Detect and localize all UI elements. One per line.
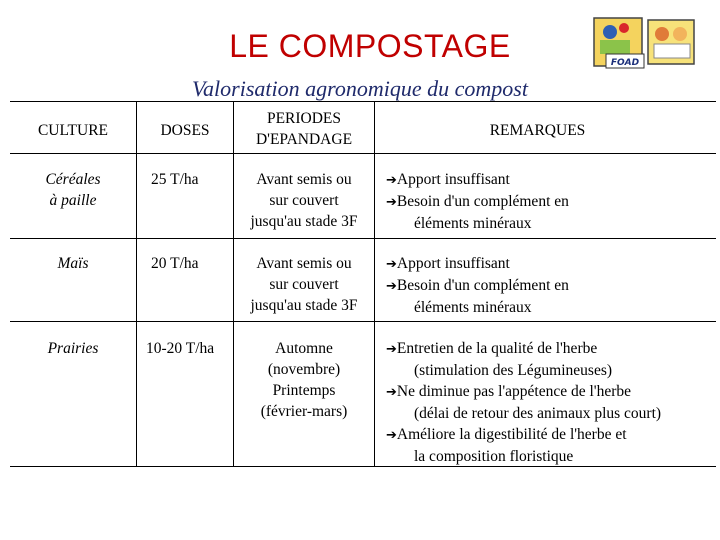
- row1-periode: [234, 169, 374, 232]
- row2-periode-line1: Avant semis ou: [256, 255, 352, 272]
- column-header-periodes: [234, 108, 374, 150]
- col3-divider: [374, 101, 375, 466]
- row3-remark-5: [386, 424, 661, 446]
- right-arrow-icon: ➔: [386, 279, 397, 294]
- row3-remark-1: [386, 338, 661, 360]
- right-arrow-icon: ➔: [386, 257, 397, 272]
- right-arrow-icon: ➔: [386, 385, 397, 400]
- row3-remark-6: la composition floristique: [414, 448, 574, 465]
- row1-remark-1-text: Apport insuffisant: [396, 171, 510, 188]
- right-arrow-icon: ➔: [386, 195, 397, 210]
- row1-periode-line2: sur couvert: [269, 192, 339, 209]
- row2-periode-line2: sur couvert: [269, 276, 339, 293]
- row2-remark-1: [386, 253, 569, 275]
- row1-remarques: [386, 169, 569, 234]
- row2-periode: [234, 253, 374, 316]
- row1-remark-3: éléments minéraux: [414, 215, 532, 232]
- row2-dose: 20 T/ha: [151, 255, 199, 272]
- row1-remark-1: [386, 169, 569, 191]
- row3-culture: Prairies: [47, 340, 99, 357]
- page-title: LE COMPOSTAGE: [229, 28, 511, 64]
- right-arrow-icon: ➔: [386, 342, 397, 357]
- row3-remarques: [386, 338, 661, 467]
- row3-remark-1-text: Entretien de la qualité de l'herbe: [396, 340, 598, 357]
- page-subtitle: Valorisation agronomique du compost: [192, 76, 528, 101]
- row3-remark-3-text: Ne diminue pas l'appétence de l'herbe: [396, 383, 632, 400]
- row1-bottom-rule: [10, 238, 716, 239]
- row3-periode-line1: Automne: [275, 340, 333, 357]
- row3-remark-2: (stimulation des Légumineuses): [414, 362, 613, 379]
- right-arrow-icon: ➔: [386, 173, 397, 188]
- right-arrow-icon: ➔: [386, 428, 397, 443]
- row1-culture-line1: Céréales: [45, 171, 101, 188]
- row3-periode-line2: (novembre): [267, 361, 341, 378]
- table-top-rule: [10, 101, 716, 102]
- row1-periode-line1: Avant semis ou: [256, 171, 352, 188]
- row2-remarques: [386, 253, 569, 318]
- row2-periode-line3: jusqu'au stade 3F: [250, 297, 358, 314]
- row2-remark-2-text: Besoin d'un complément en: [396, 277, 569, 294]
- row2-culture: Maïs: [57, 255, 89, 272]
- row2-remark-1-text: Apport insuffisant: [396, 255, 510, 272]
- logo-text: FOAD: [610, 58, 640, 68]
- col1-divider: [136, 101, 137, 466]
- row1-culture: [10, 169, 136, 211]
- row3-periode-line3: Printemps: [272, 382, 336, 399]
- column-header-culture: CULTURE: [37, 122, 109, 139]
- row3-remark-3: [386, 381, 661, 403]
- row3-dose: 10-20 T/ha: [146, 340, 215, 357]
- foad-logo: [588, 14, 700, 72]
- column-header-remarques: REMARQUES: [489, 122, 586, 139]
- row1-culture-line2: à paille: [49, 192, 97, 209]
- row1-remark-2: [386, 191, 569, 213]
- row1-periode-line3: jusqu'au stade 3F: [250, 213, 358, 230]
- header-bottom-rule: [10, 153, 716, 154]
- column-header-periodes-text: PERIODES D'EPANDAGE: [255, 110, 353, 148]
- row3-periode: [234, 338, 374, 422]
- column-header-doses: DOSES: [160, 122, 210, 139]
- row2-remark-2: [386, 275, 569, 297]
- row1-remark-2-text: Besoin d'un complément en: [396, 193, 569, 210]
- row3-periode-line4: (février-mars): [260, 403, 348, 420]
- row2-remark-3: éléments minéraux: [414, 299, 532, 316]
- row3-remark-5-text: Améliore la digestibilité de l'herbe et: [396, 426, 627, 443]
- row1-dose: 25 T/ha: [151, 171, 199, 188]
- row3-remark-4: (délai de retour des animaux plus court): [414, 405, 662, 422]
- row2-bottom-rule: [10, 321, 716, 322]
